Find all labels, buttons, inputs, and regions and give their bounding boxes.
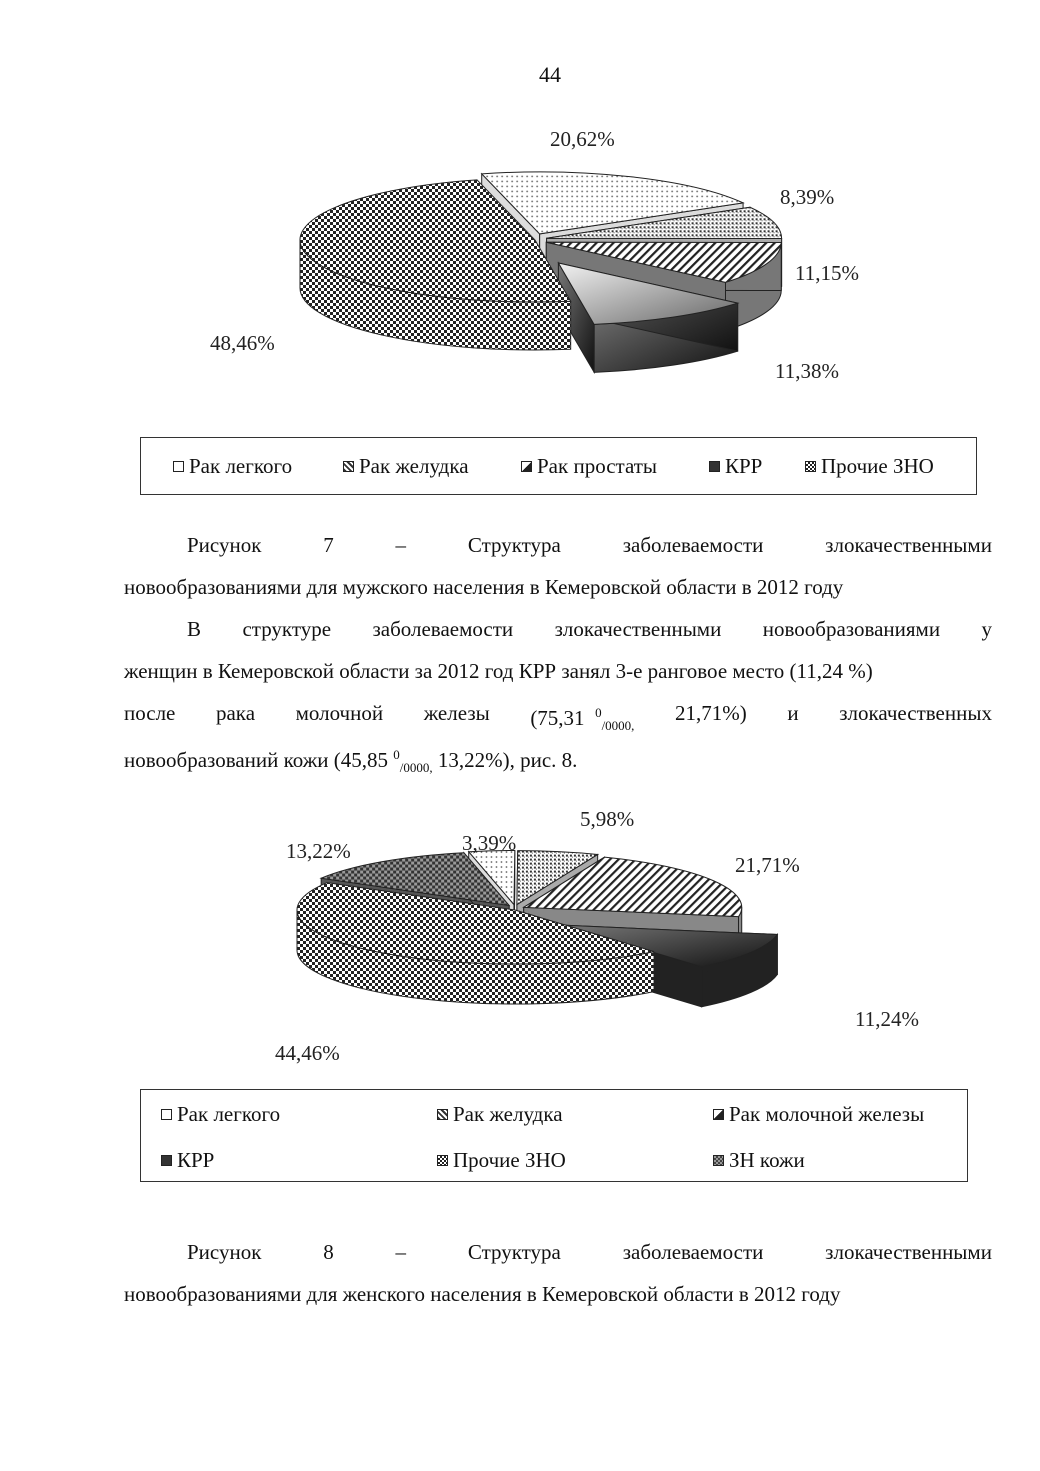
paragraph-text: новообразований кожи (45,85 [124, 748, 394, 772]
paragraph-word: злокачественных [839, 701, 992, 725]
caption-word: Рисунок [187, 1240, 262, 1264]
figure8-caption [124, 1231, 992, 1315]
paragraph-word: заболеваемости [372, 617, 514, 641]
caption-line: новообразованиями для женского населения в Кемеровской области в 2012 году [124, 1282, 841, 1306]
pie-data-label: 5,98% [580, 807, 635, 831]
pie-data-label: 13,22% [286, 839, 351, 863]
legend-swatch-krr [709, 461, 720, 472]
pie-data-label: 11,15% [795, 261, 859, 285]
legend-label: Прочие ЗНО [821, 454, 934, 478]
legend-swatch-skin [713, 1155, 724, 1166]
figure8-legend [140, 1089, 968, 1182]
caption-word: злокачественными [825, 533, 992, 557]
legend-label: Рак молочной железы [729, 1102, 925, 1126]
legend-label: КРР [177, 1148, 215, 1172]
caption-line: новообразованиями для мужского населения в Кемеровской области в 2012 году [124, 575, 844, 599]
legend-item [709, 454, 762, 479]
pie-data-label: 20,62% [550, 127, 615, 151]
paragraph-word: рака [215, 701, 256, 725]
subscript: /0000, [399, 760, 433, 776]
legend-swatch-breast [713, 1109, 724, 1120]
subscript: /0000, [601, 718, 635, 734]
caption-word: заболеваемости [622, 533, 764, 557]
paragraph-word [530, 692, 634, 734]
legend-swatch-stomach [343, 461, 354, 472]
caption-word: 7 [323, 533, 334, 557]
body-paragraph [124, 608, 992, 776]
pie-data-label: 21,71% [735, 853, 800, 877]
legend-swatch-lung [173, 461, 184, 472]
superscript: 0 [595, 705, 602, 720]
paragraph-word: после [124, 701, 176, 725]
legend-item [161, 1148, 214, 1173]
legend-item [805, 454, 934, 479]
legend-item [521, 454, 657, 479]
caption-word: злокачественными [825, 1240, 992, 1264]
paragraph-word: злокачественными [554, 617, 722, 641]
paragraph-word: железы [423, 701, 490, 725]
legend-swatch-krr [161, 1155, 172, 1166]
paragraph-word: В [187, 617, 202, 641]
legend-item [713, 1148, 805, 1173]
paragraph-word: структуре [242, 617, 332, 641]
paragraph-word: и [787, 701, 799, 725]
paragraph-line: женщин в Кемеровской области за 2012 год КРР занял 3-е ранговое место (11,24 %) [124, 659, 873, 683]
caption-word: Структура [467, 533, 561, 557]
pie-data-label: 48,46% [210, 331, 275, 355]
legend-label: Рак желудка [359, 454, 469, 478]
pie-data-label: 8,39% [780, 185, 835, 209]
legend-label: Рак простаты [537, 454, 658, 478]
pie-data-label: 3,39% [462, 831, 517, 855]
pie-data-label: 11,24% [855, 1007, 919, 1031]
legend-label: КРР [725, 454, 763, 478]
legend-label: Рак легкого [189, 454, 293, 478]
paragraph-text: 13,22%), рис. 8. [432, 748, 578, 772]
legend-swatch-other [805, 461, 816, 472]
legend-item [437, 1148, 566, 1173]
legend-label: ЗН кожи [729, 1148, 805, 1172]
legend-swatch-lung [161, 1109, 172, 1120]
legend-swatch-prostate [521, 461, 532, 472]
figure7-caption [124, 524, 992, 608]
figure7-pie-chart [0, 120, 1040, 420]
legend-item [173, 454, 292, 479]
paragraph-word: новообразованиями [762, 617, 941, 641]
legend-label: Рак легкого [177, 1102, 281, 1126]
legend-swatch-stomach [437, 1109, 448, 1120]
caption-word: заболеваемости [622, 1240, 764, 1264]
figure7-legend [140, 437, 977, 495]
pie-data-label: 11,38% [775, 359, 839, 383]
caption-word: 8 [323, 1240, 334, 1264]
superscript: 0 [393, 747, 400, 762]
paragraph-word: 21,71%) [675, 701, 747, 725]
caption-word: – [395, 533, 407, 557]
legend-label: Рак желудка [453, 1102, 563, 1126]
legend-item [343, 454, 469, 479]
page-number: 44 [539, 62, 561, 87]
legend-item [713, 1102, 924, 1127]
paragraph-word: молочной [295, 701, 384, 725]
caption-word: Рисунок [187, 533, 262, 557]
paragraph-word: у [981, 617, 992, 641]
paragraph-line [124, 734, 992, 776]
caption-word: – [395, 1240, 407, 1264]
legend-label: Прочие ЗНО [453, 1148, 566, 1172]
legend-item [437, 1102, 563, 1127]
legend-item [161, 1102, 280, 1127]
paragraph-value: (75,31 [530, 706, 585, 730]
figure8-pie-chart [0, 800, 1040, 1075]
legend-swatch-other [437, 1155, 448, 1166]
caption-word: Структура [467, 1240, 561, 1264]
pie-data-label: 44,46% [275, 1041, 340, 1065]
